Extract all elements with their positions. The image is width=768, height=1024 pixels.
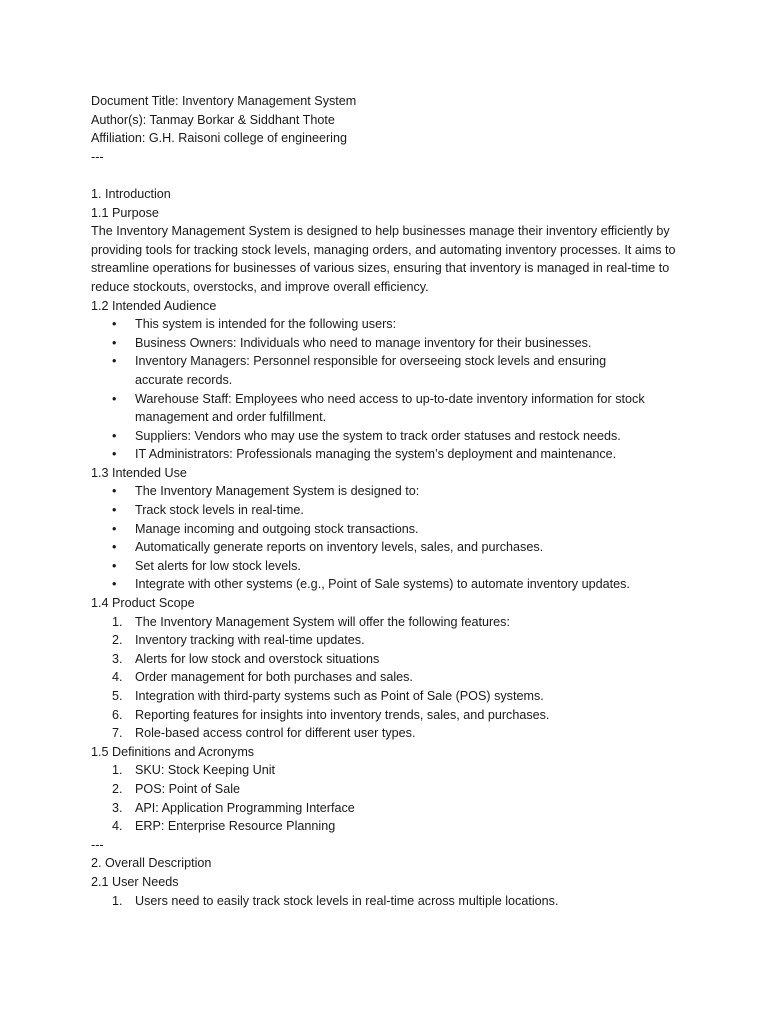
heading-overall-description: 2. Overall Description bbox=[91, 856, 212, 871]
document-title: Document Title: Inventory Management System bbox=[91, 94, 357, 108]
list-item-text: API: Application Programming Interface bbox=[135, 800, 355, 815]
document-page bbox=[91, 92, 691, 910]
list-item bbox=[91, 780, 655, 799]
list-item: • Inventory Managers: Personnel responsible for overseeing stock levels and ensuring accurate records. bbox=[91, 352, 655, 389]
purpose-paragraph: The Inventory Management System is designed to help businesses manage their inventory efficiently by providing tools for tracking stock levels, managing orders, and automating inventory processes. It aims to streamline operations for businesses of various sizes, ensuring that inventory is managed in real-time to reduce stockouts, overstocks, and improve overall efficiency. bbox=[91, 224, 676, 294]
list-item: • IT Administrators: Professionals managing the system’s deployment and maintenance. bbox=[91, 445, 655, 464]
list-item bbox=[91, 724, 655, 743]
list-item: • Automatically generate reports on inventory levels, sales, and purchases. bbox=[91, 538, 655, 557]
document-affiliation: Affiliation: G.H. Raisoni college of engineering bbox=[91, 131, 347, 146]
list-item: • Manage incoming and outgoing stock transactions. bbox=[91, 520, 655, 539]
heading-intended-use: 1.3 Intended Use bbox=[91, 465, 187, 480]
separator: --- bbox=[91, 149, 104, 164]
list-item bbox=[91, 706, 655, 725]
heading-purpose: 1.1 Purpose bbox=[91, 205, 159, 220]
list-item: • Track stock levels in real-time. bbox=[91, 501, 655, 520]
list-number: 5. bbox=[112, 689, 123, 703]
product-scope-list bbox=[91, 613, 691, 743]
list-number: 7. bbox=[112, 726, 123, 741]
list-item-text: ERP: Enterprise Resource Planning bbox=[135, 819, 336, 834]
list-number: 3. bbox=[112, 651, 123, 666]
list-item bbox=[91, 613, 655, 632]
list-number: 1. bbox=[112, 763, 123, 778]
list-item: • Warehouse Staff: Employees who need access to up-to-date inventory information for stock management and order fulfillment. bbox=[91, 390, 655, 427]
document-authors: Author(s): Tanmay Borkar & Siddhant Thote bbox=[91, 112, 335, 127]
list-item bbox=[91, 631, 655, 650]
list-item bbox=[91, 761, 655, 780]
list-number: 3. bbox=[112, 800, 123, 815]
list-number: 2. bbox=[112, 781, 123, 796]
list-item bbox=[91, 799, 655, 818]
audience-list bbox=[91, 315, 691, 464]
heading-introduction: 1. Introduction bbox=[91, 186, 171, 201]
heading-intended-audience: 1.2 Intended Audience bbox=[91, 298, 217, 313]
user-needs-list bbox=[91, 892, 691, 911]
list-item bbox=[91, 892, 655, 911]
list-number: 1. bbox=[112, 614, 123, 629]
heading-definitions: 1.5 Definitions and Acronyms bbox=[91, 744, 255, 759]
list-item-text: Role-based access control for different user types. bbox=[135, 726, 416, 741]
heading-user-needs: 2.1 User Needs bbox=[91, 874, 179, 889]
separator: --- bbox=[91, 837, 104, 852]
list-item-text: Reporting features for insights into inventory trends, sales, and purchases. bbox=[135, 707, 550, 722]
list-number: 1. bbox=[112, 893, 123, 908]
list-item-text: Order management for both purchases and sales. bbox=[135, 670, 413, 685]
list-item: • Set alerts for low stock levels. bbox=[91, 557, 655, 576]
list-number: 4. bbox=[112, 819, 123, 834]
intended-use-list bbox=[91, 482, 691, 594]
list-item-text: Users need to easily track stock levels in real-time across multiple locations. bbox=[135, 893, 559, 908]
list-item: • Integrate with other systems (e.g., Point of Sale systems) to automate inventory updates. bbox=[91, 575, 655, 594]
list-item: • Business Owners: Individuals who need to manage inventory for their businesses. bbox=[91, 334, 655, 353]
definitions-list bbox=[91, 761, 691, 835]
list-item bbox=[91, 817, 655, 836]
heading-product-scope: 1.4 Product Scope bbox=[91, 596, 195, 611]
list-item-text: POS: Point of Sale bbox=[135, 781, 241, 796]
list-item-text: SKU: Stock Keeping Unit bbox=[135, 763, 276, 778]
list-item: • This system is intended for the following users: bbox=[91, 315, 655, 334]
list-item bbox=[91, 650, 655, 669]
list-item: • The Inventory Management System is designed to: bbox=[91, 482, 655, 501]
list-item bbox=[91, 687, 655, 706]
list-item-text: Alerts for low stock and overstock situations bbox=[135, 651, 380, 666]
list-number: 6. bbox=[112, 707, 123, 722]
blank-line bbox=[91, 166, 691, 185]
list-item-text: Integration with third-party systems such as Point of Sale (POS) systems. bbox=[135, 689, 544, 703]
list-item-text: Inventory tracking with real-time updates. bbox=[135, 633, 365, 648]
list-item bbox=[91, 668, 655, 687]
list-number: 2. bbox=[112, 633, 123, 648]
list-item-text: The Inventory Management System will offer the following features: bbox=[135, 614, 510, 629]
list-item: • Suppliers: Vendors who may use the system to track order statuses and restock needs. bbox=[91, 427, 655, 446]
list-number: 4. bbox=[112, 670, 123, 685]
